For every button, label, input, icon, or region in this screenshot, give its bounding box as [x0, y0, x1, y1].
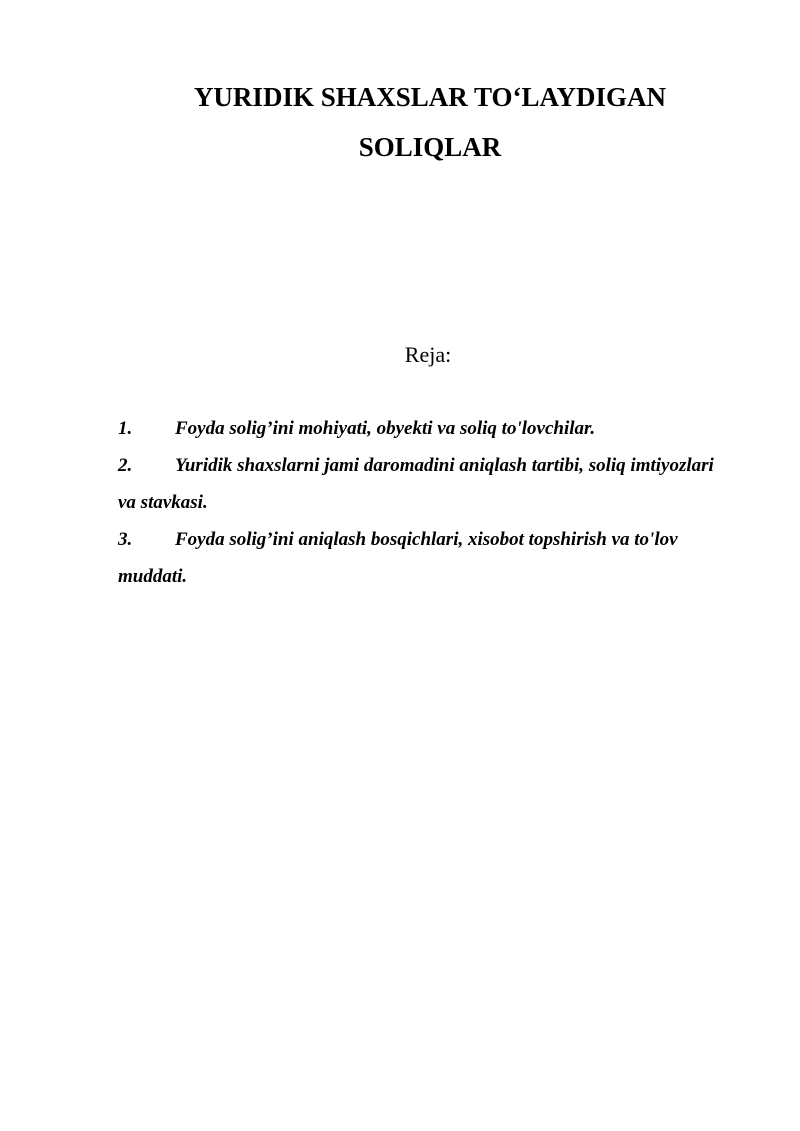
- plan-heading: Reja:: [404, 342, 452, 367]
- title-line-1: YURIDIK SHAXSLAR TO‘LAYDIGAN: [193, 82, 667, 112]
- plan-item-text: Foyda solig’ini aniqlash bosqichlari, xisobot topshirish va to'lov muddati.: [118, 529, 678, 587]
- plan-list: [118, 410, 718, 595]
- plan-item-number: 3.: [118, 529, 133, 550]
- plan-item-number: 2.: [118, 455, 133, 476]
- plan-item-1: [118, 410, 718, 447]
- document-title: [110, 72, 750, 172]
- plan-item-text: Foyda solig’ini mohiyati, obyekti va soliq to'lovchilar.: [175, 418, 596, 439]
- plan-item-number: 1.: [118, 418, 133, 439]
- plan-item-3: [118, 521, 718, 595]
- plan-item-text: Yuridik shaxslarni jami daromadini aniqlash tartibi, soliq imtiyozlari va stavkasi.: [118, 455, 714, 513]
- plan-item-2: [118, 447, 718, 521]
- title-line-2: SOLIQLAR: [358, 132, 502, 162]
